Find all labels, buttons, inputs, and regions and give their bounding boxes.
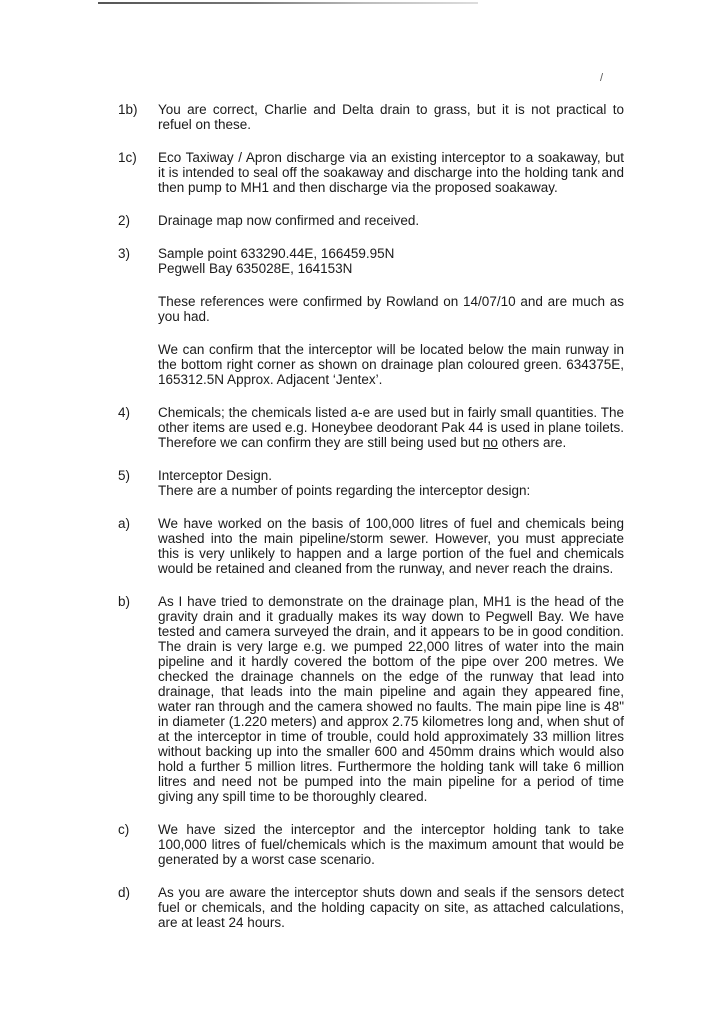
item-body xyxy=(158,102,624,132)
paragraph xyxy=(158,516,624,576)
numbered-item xyxy=(0,246,726,387)
item-number: 1b) xyxy=(118,102,138,117)
text-line: These references were confirmed by Rowland on 14/07/10 and are much as you had. xyxy=(158,294,624,324)
text-line: We have worked on the basis of 100,000 litres of fuel and chemicals being washed into the main pipeline/storm sewer. However, you must appreciate this is very unlikely to happen and a large portion of the fuel and chemicals would be retained and cleaned from the runway, and never reach the drains. xyxy=(158,516,624,576)
text-line: As I have tried to demonstrate on the drainage plan, MH1 is the head of the gravity drain and it gradually makes its way down to Pegwell Bay. We have tested and camera surveyed the drain, and it appears to be in good condition. The drain is very large e.g. we pumped 22,000 litres of water into the main pipeline and it hardly covered the bottom of the pipe over 200 metres. We checked the drainage channels on the edge of the runway that lead into drainage, that leads into the main pipeline and again they appeared fine, water ran through and the camera showed no faults. The main pipe line is 48" in diameter (1.220 meters) and approx 2.75 kilometres long and, when shut of at the interceptor in time of trouble, could hold approximately 33 million litres without backing up into the smaller 600 and 450mm drains which would also hold a further 5 million litres. Furthermore the holding tank will take 6 million litres and need not be pumped into the main pipeline for a period of time giving any spill time to be thoroughly cleared. xyxy=(158,594,624,804)
item-number: d) xyxy=(118,885,131,900)
text-line: There are a number of points regarding the interceptor design: xyxy=(158,483,531,498)
item-number: 1c) xyxy=(118,150,137,165)
scan-mark: / xyxy=(600,72,604,84)
item-body xyxy=(158,405,624,450)
text-line: You are correct, Charlie and Delta drain to grass, but it is not practical to refuel on these. xyxy=(158,102,624,132)
numbered-item xyxy=(0,885,726,930)
numbered-item xyxy=(0,516,726,576)
item-number: 4) xyxy=(118,405,131,420)
paragraph xyxy=(158,822,624,867)
item-number: a) xyxy=(118,516,131,531)
paragraph xyxy=(158,594,624,804)
scan-edge-line xyxy=(98,2,478,4)
paragraph xyxy=(158,294,624,324)
paragraph xyxy=(158,468,624,498)
item-number: b) xyxy=(118,594,131,609)
text-line: As you are aware the interceptor shuts down and seals if the sensors detect fuel or chemicals, and the holding capacity on site, as attached calculations, are at least 24 hours. xyxy=(158,885,624,930)
text-line: Drainage map now confirmed and received. xyxy=(158,213,420,228)
item-body xyxy=(158,822,624,867)
text-line: Sample point 633290.44E, 166459.95N xyxy=(158,246,395,261)
numbered-item xyxy=(0,468,726,498)
item-number: c) xyxy=(118,822,130,837)
item-body xyxy=(158,468,624,498)
numbered-item xyxy=(0,150,726,195)
paragraph xyxy=(158,150,624,195)
numbered-item xyxy=(0,822,726,867)
numbered-item xyxy=(0,405,726,450)
paragraph xyxy=(158,246,624,276)
paragraph xyxy=(158,342,624,387)
numbered-item xyxy=(0,102,726,132)
item-number: 2) xyxy=(118,213,131,228)
item-body xyxy=(158,885,624,930)
paragraph xyxy=(158,102,624,132)
document-body xyxy=(0,102,726,948)
item-number: 5) xyxy=(118,468,131,483)
paragraph xyxy=(158,885,624,930)
item-body xyxy=(158,213,624,228)
text-line: Chemicals; the chemicals listed a-e are used but in fairly small quantities. The other items are used e.g. Honeybee deodorant Pak 44 is used in plane toilets. Therefore we can confirm they are still being used but no others are. xyxy=(158,405,624,450)
text-line: We can confirm that the interceptor will be located below the main runway in the bottom right corner as shown on drainage plan coloured green. 634375E, 165312.5N Approx. Adjacent ‘Jentex’. xyxy=(158,342,624,387)
item-body xyxy=(158,150,624,195)
numbered-item xyxy=(0,594,726,804)
paragraph xyxy=(158,213,624,228)
text-line: Pegwell Bay 635028E, 164153N xyxy=(158,261,353,276)
text-line: We have sized the interceptor and the interceptor holding tank to take 100,000 litres of fuel/chemicals which is the maximum amount that would be generated by a worst case scenario. xyxy=(158,822,624,867)
item-body xyxy=(158,246,624,387)
paragraph xyxy=(158,405,624,450)
numbered-item xyxy=(0,213,726,228)
text-line: Interceptor Design. xyxy=(158,468,273,483)
text-line: Eco Taxiway / Apron discharge via an existing interceptor to a soakaway, but it is intended to seal off the soakaway and discharge into the holding tank and then pump to MH1 and then discharge via the proposed soakaway. xyxy=(158,150,624,195)
item-number: 3) xyxy=(118,246,131,261)
underlined-word: no xyxy=(482,435,498,450)
item-body xyxy=(158,516,624,576)
item-body xyxy=(158,594,624,804)
